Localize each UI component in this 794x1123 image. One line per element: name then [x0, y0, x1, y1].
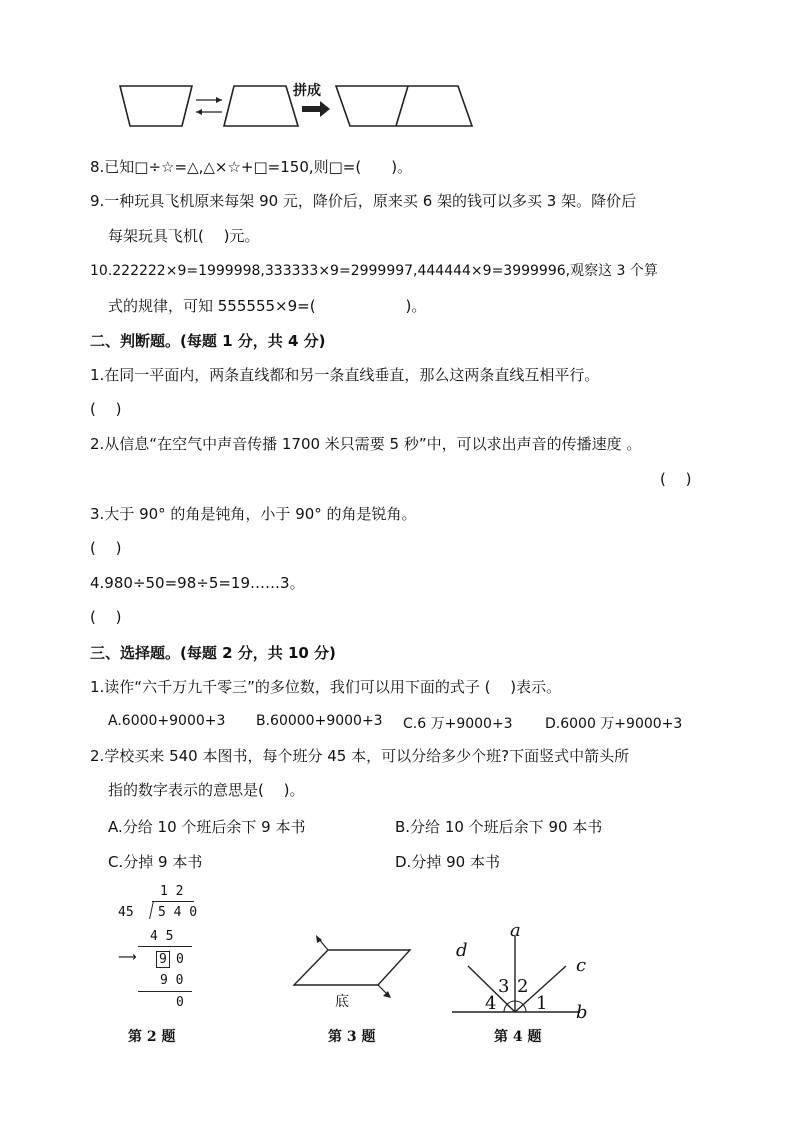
angle-label-b: b: [576, 1002, 588, 1023]
parallelogram-figure: [284, 928, 414, 1008]
caption-figure-2: 第 2 题: [128, 1029, 176, 1045]
caption-figure-3: 第 3 题: [328, 1029, 376, 1045]
arrow-right-icon: ⟶: [118, 950, 137, 965]
assembled-parallelogram: [336, 86, 472, 126]
question-10-line2: 式的规律，可知 555555×9=( )。: [108, 297, 427, 315]
section3-heading: 三、选择题。(每题 2 分，共 10 分): [90, 644, 336, 662]
choice-q2-option-d[interactable]: D.分掉 90 本书: [395, 853, 500, 871]
angle-label-d: d: [456, 940, 468, 961]
choice-q1-option-d[interactable]: D.6000 万+9000+3: [545, 716, 683, 732]
division-after-box: 0: [176, 952, 184, 967]
judge-q3-blank[interactable]: ( ): [90, 539, 122, 557]
choice-q1-option-c[interactable]: C.6 万+9000+3: [403, 716, 513, 732]
question-9-line2: 每架玩具飞机( )元。: [108, 227, 260, 245]
caption-figure-4: 第 4 题: [494, 1029, 542, 1045]
section2-heading: 二、判断题。(每题 1 分，共 4 分): [90, 332, 326, 350]
choice-q2-option-a[interactable]: A.分给 10 个班后余下 9 本书: [108, 818, 306, 836]
judge-q4-blank[interactable]: ( ): [90, 608, 122, 626]
division-step2: 9 0: [160, 973, 184, 988]
question-10-line1: 10.222222×9=1999998,333333×9=2999997,444444×9=3999996,观察这 3 个算: [90, 263, 658, 279]
choice-q2-line1: 2.学校买来 540 本图书，每个班分 45 本，可以分给多少个班?下面竖式中箭头所: [90, 747, 630, 765]
angles-figure: [448, 930, 588, 1020]
choice-q1-option-b[interactable]: B.60000+9000+3: [256, 713, 383, 729]
angle-number-4: 4: [485, 993, 497, 1014]
parallelogram-base-label: 底: [335, 994, 349, 1010]
choice-q2-line2: 指的数字表示的意思是( )。: [108, 781, 305, 799]
angle-label-c: c: [576, 955, 587, 976]
division-remainder: 0: [176, 995, 184, 1010]
division-boxed-digit: 9: [156, 951, 170, 968]
bold-arrow-icon: [302, 101, 330, 117]
question-9-line1: 9.一种玩具飞机原来每架 90 元，降价后，原来买 6 架的钱可以多买 3 架。降价后: [90, 192, 637, 210]
trapezoid-piece-left: [120, 86, 192, 126]
division-dividend: 5 4 0: [158, 905, 198, 920]
angle-label-a: a: [510, 920, 521, 941]
assemble-label: 拼成: [293, 83, 321, 99]
judge-q1: 1.在同一平面内，两条直线都和另一条直线垂直，那么这两条直线互相平行。: [90, 366, 600, 384]
choice-q2-option-c[interactable]: C.分掉 9 本书: [108, 853, 203, 871]
angle-number-3: 3: [498, 976, 510, 997]
angle-number-2: 2: [517, 976, 529, 997]
question-8: 8.已知□÷☆=△,△×☆+□=150,则□=( )。: [90, 158, 413, 176]
division-quotient: 1 2: [160, 884, 184, 899]
choice-q1: 1.读作“六千万九千零三”的多位数，我们可以用下面的式子 ( )表示。: [90, 678, 562, 696]
division-step1: 4 5: [150, 929, 174, 944]
judge-q3: 3.大于 90° 的角是钝角，小于 90° 的角是锐角。: [90, 505, 417, 523]
judge-q1-blank[interactable]: ( ): [90, 400, 122, 418]
division-divisor: 45: [118, 905, 134, 920]
judge-q2: 2.从信息“在空气中声音传播 1700 米只需要 5 秒”中，可以求出声音的传播速度 。: [90, 435, 642, 453]
trapezoid-piece-right: [224, 86, 298, 126]
judge-q2-blank[interactable]: ( ): [660, 470, 692, 488]
judge-q4: 4.980÷50=98÷5=19……3。: [90, 574, 305, 592]
choice-q1-option-a[interactable]: A.6000+9000+3: [108, 713, 226, 729]
choice-q2-option-b[interactable]: B.分给 10 个班后余下 90 本书: [395, 818, 603, 836]
long-division-figure: [118, 884, 208, 1014]
angle-number-1: 1: [536, 993, 548, 1014]
